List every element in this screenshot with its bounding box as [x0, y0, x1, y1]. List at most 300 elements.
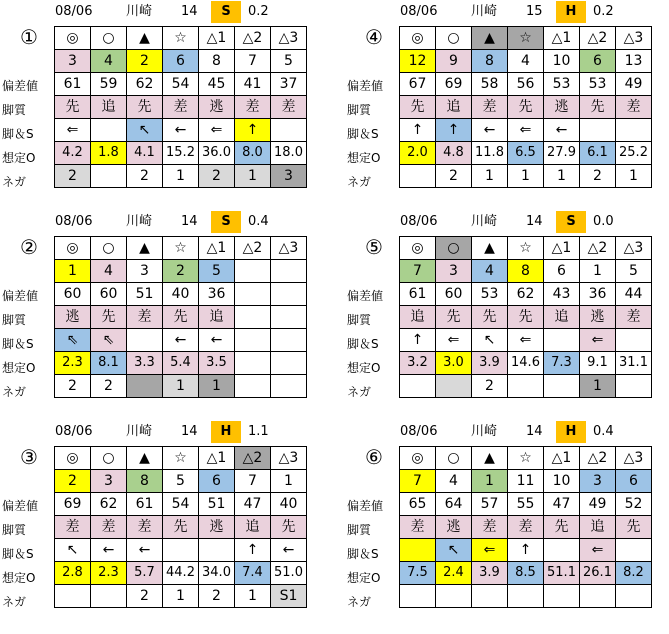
pace-arrow-cell: ⇐ — [55, 119, 91, 142]
race-venue: 川崎 — [126, 214, 153, 229]
negative-cell: 1 — [544, 165, 580, 188]
deviation-cell: 62 — [91, 493, 127, 516]
prediction-table — [399, 26, 652, 188]
table-row — [55, 352, 307, 375]
pace-arrow-cell — [271, 329, 307, 352]
expected-odds-cell: 51.0 — [271, 562, 307, 585]
deviation-cell: 51 — [127, 283, 163, 306]
deviation-cell: 49 — [616, 73, 652, 96]
negative-cell: 2 — [127, 585, 163, 608]
deviation-cell: 60 — [91, 283, 127, 306]
running-style-cell: 差 — [91, 516, 127, 539]
deviation-cell: 51 — [199, 493, 235, 516]
expected-odds-cell: 3.2 — [400, 352, 436, 375]
running-style-cell: 差 — [235, 96, 271, 119]
deviation-cell: 37 — [271, 73, 307, 96]
row-label: 脚質 — [2, 103, 27, 117]
mark-cell: ○ — [91, 447, 127, 470]
mark-cell: ▲ — [127, 27, 163, 50]
horse-number-cell: 6 — [616, 470, 652, 493]
table-row — [400, 50, 652, 73]
negative-cell — [400, 585, 436, 608]
prediction-table — [54, 446, 307, 608]
negative-cell — [271, 375, 307, 398]
race-block — [2, 0, 350, 200]
deviation-cell: 62 — [127, 73, 163, 96]
condition-value: 1.1 — [248, 424, 269, 439]
field-size: 14 — [181, 214, 198, 229]
deviation-cell: 36 — [580, 283, 616, 306]
deviation-cell: 62 — [508, 283, 544, 306]
table-row — [400, 585, 652, 608]
table-row — [55, 470, 307, 493]
pace-arrow-cell: ← — [271, 539, 307, 562]
horse-number-cell: 6 — [544, 260, 580, 283]
table-row — [400, 73, 652, 96]
race-block — [347, 420, 669, 620]
pace-arrow-cell — [580, 119, 616, 142]
row-label: 想定O — [347, 151, 381, 165]
row-label: 脚質 — [347, 313, 372, 327]
deviation-cell: 54 — [163, 493, 199, 516]
mark-cell: ☆ — [508, 27, 544, 50]
running-style-cell — [271, 306, 307, 329]
running-style-cell: 逃 — [544, 96, 580, 119]
mark-cell: △2 — [235, 447, 271, 470]
running-style-cell: 追 — [199, 306, 235, 329]
running-style-cell: 先 — [163, 306, 199, 329]
negative-cell: 2 — [127, 165, 163, 188]
row-label: 想定O — [2, 151, 36, 165]
expected-odds-cell: 3.3 — [127, 352, 163, 375]
mark-cell: ○ — [436, 27, 472, 50]
table-row — [400, 306, 652, 329]
negative-cell: 1 — [508, 165, 544, 188]
pace-arrow-cell — [271, 119, 307, 142]
expected-odds-cell — [271, 352, 307, 375]
deviation-cell: 53 — [472, 283, 508, 306]
negative-cell — [436, 585, 472, 608]
row-label: 脚質 — [2, 313, 27, 327]
row-label: ネガ — [2, 595, 27, 609]
table-row — [55, 493, 307, 516]
mark-cell: △2 — [235, 27, 271, 50]
negative-cell — [508, 375, 544, 398]
expected-odds-cell: 15.2 — [163, 142, 199, 165]
pace-arrow-cell: ← — [91, 539, 127, 562]
deviation-cell: 47 — [235, 493, 271, 516]
horse-number-cell: 3 — [580, 470, 616, 493]
row-label: 偏差値 — [347, 499, 384, 513]
mark-cell: ◎ — [400, 237, 436, 260]
field-size: 14 — [181, 4, 198, 19]
table-row — [55, 73, 307, 96]
field-size: 14 — [181, 424, 198, 439]
expected-odds-cell: 8.1 — [91, 352, 127, 375]
mark-cell: △2 — [580, 27, 616, 50]
negative-cell: S1 — [271, 585, 307, 608]
table-row — [400, 119, 652, 142]
horse-number-cell: 8 — [472, 50, 508, 73]
negative-cell — [580, 585, 616, 608]
running-style-cell: 先 — [436, 306, 472, 329]
expected-odds-cell: 4.2 — [55, 142, 91, 165]
pace-arrow-cell: ↑ — [400, 119, 436, 142]
running-style-cell: 逃 — [199, 96, 235, 119]
row-label: 脚質 — [2, 523, 27, 537]
running-style-cell: 差 — [163, 96, 199, 119]
table-row — [400, 375, 652, 398]
row-label: 脚＆S — [2, 337, 34, 351]
expected-odds-cell: 3.9 — [472, 352, 508, 375]
negative-cell: 2 — [55, 165, 91, 188]
expected-odds-cell: 11.8 — [472, 142, 508, 165]
deviation-cell: 40 — [271, 493, 307, 516]
mark-cell: △3 — [271, 447, 307, 470]
expected-odds-cell: 31.1 — [616, 352, 652, 375]
pace-arrow-cell — [91, 119, 127, 142]
negative-cell: 3 — [271, 165, 307, 188]
mark-cell: ◎ — [55, 447, 91, 470]
condition-value: 0.0 — [593, 214, 614, 229]
horse-number-cell: 7 — [235, 50, 271, 73]
horse-number-cell: 5 — [199, 260, 235, 283]
row-label: 脚＆S — [2, 547, 34, 561]
negative-cell — [544, 375, 580, 398]
track-condition-badge: H — [556, 421, 586, 443]
deviation-cell — [271, 283, 307, 306]
mark-cell: △2 — [580, 447, 616, 470]
mark-cell: ▲ — [472, 237, 508, 260]
expected-odds-cell: 2.4 — [436, 562, 472, 585]
negative-cell — [400, 375, 436, 398]
negative-cell: 1 — [235, 585, 271, 608]
expected-odds-cell: 3.5 — [199, 352, 235, 375]
prediction-table — [399, 236, 652, 398]
table-row — [400, 142, 652, 165]
deviation-cell: 40 — [163, 283, 199, 306]
table-row — [55, 165, 307, 188]
horse-number-cell: 3 — [91, 470, 127, 493]
running-style-cell: 差 — [55, 516, 91, 539]
running-style-cell: 追 — [544, 306, 580, 329]
pace-arrow-cell: ↑ — [436, 119, 472, 142]
expected-odds-cell: 3.0 — [436, 352, 472, 375]
row-label: 想定O — [2, 361, 36, 375]
row-label: 脚＆S — [347, 127, 379, 141]
pace-arrow-cell: ⇐ — [580, 539, 616, 562]
row-label: 偏差値 — [2, 289, 39, 303]
pace-arrow-cell: ← — [199, 329, 235, 352]
pace-arrow-cell: ← — [163, 119, 199, 142]
row-label: ネガ — [2, 175, 27, 189]
mark-cell: ◎ — [55, 27, 91, 50]
negative-cell — [91, 165, 127, 188]
field-size: 15 — [526, 4, 543, 19]
race-date: 08/06 — [400, 214, 438, 229]
running-style-cell: 差 — [472, 96, 508, 119]
deviation-cell: 69 — [436, 73, 472, 96]
running-style-cell: 先 — [127, 96, 163, 119]
pace-arrow-cell — [163, 539, 199, 562]
row-label: 偏差値 — [2, 499, 39, 513]
running-style-cell: 逃 — [580, 306, 616, 329]
race-block — [2, 420, 350, 620]
horse-number-cell: 7 — [235, 470, 271, 493]
deviation-cell: 58 — [472, 73, 508, 96]
row-label: 偏差値 — [347, 289, 384, 303]
horse-number-cell: 10 — [544, 50, 580, 73]
horse-number-cell: 1 — [271, 470, 307, 493]
negative-cell — [400, 165, 436, 188]
table-row — [55, 260, 307, 283]
table-row — [55, 562, 307, 585]
negative-cell — [508, 585, 544, 608]
race-venue: 川崎 — [126, 424, 153, 439]
pace-arrow-cell: ⇐ — [580, 329, 616, 352]
table-row — [400, 329, 652, 352]
expected-odds-cell: 2.0 — [400, 142, 436, 165]
horse-number-cell: 6 — [163, 50, 199, 73]
negative-cell: 2 — [91, 375, 127, 398]
running-style-cell: 追 — [400, 306, 436, 329]
mark-cell: ☆ — [163, 447, 199, 470]
expected-odds-cell: 34.0 — [199, 562, 235, 585]
running-style-cell: 先 — [400, 96, 436, 119]
row-label: 脚質 — [347, 103, 372, 117]
running-style-cell: 追 — [235, 516, 271, 539]
pace-arrow-cell: ↑ — [400, 329, 436, 352]
expected-odds-cell: 8.2 — [616, 562, 652, 585]
race-number: ④ — [365, 25, 383, 49]
race-number: ⑥ — [365, 445, 383, 469]
mark-cell: ☆ — [163, 27, 199, 50]
row-label: 偏差値 — [347, 79, 384, 93]
pace-arrow-cell: ↑ — [235, 539, 271, 562]
deviation-cell: 64 — [436, 493, 472, 516]
mark-cell: ◎ — [400, 447, 436, 470]
horse-number-cell: 10 — [544, 470, 580, 493]
expected-odds-cell: 7.3 — [544, 352, 580, 375]
mark-cell: △2 — [580, 237, 616, 260]
pace-arrow-cell: ⇖ — [55, 329, 91, 352]
horse-number-cell: 4 — [472, 260, 508, 283]
horse-number-cell: 4 — [436, 470, 472, 493]
deviation-cell: 65 — [400, 493, 436, 516]
running-style-cell: 逃 — [55, 306, 91, 329]
deviation-cell: 61 — [400, 283, 436, 306]
running-style-cell: 追 — [580, 516, 616, 539]
mark-cell: △1 — [199, 27, 235, 50]
horse-number-cell: 6 — [580, 50, 616, 73]
deviation-cell: 54 — [163, 73, 199, 96]
pace-arrow-cell — [199, 539, 235, 562]
expected-odds-cell: 6.5 — [508, 142, 544, 165]
horse-number-cell: 1 — [580, 260, 616, 283]
expected-odds-cell: 25.2 — [616, 142, 652, 165]
pace-arrow-cell: ↑ — [508, 539, 544, 562]
mark-cell: △2 — [235, 237, 271, 260]
mark-cell: △1 — [544, 447, 580, 470]
horse-number-cell: 13 — [616, 50, 652, 73]
mark-cell: △3 — [271, 237, 307, 260]
negative-cell: 1 — [235, 165, 271, 188]
running-style-cell: 差 — [400, 516, 436, 539]
race-block — [347, 0, 669, 200]
table-row — [55, 329, 307, 352]
expected-odds-cell: 8.5 — [508, 562, 544, 585]
deviation-cell: 61 — [127, 493, 163, 516]
deviation-cell: 60 — [436, 283, 472, 306]
horse-number-cell: 6 — [199, 470, 235, 493]
expected-odds-cell: 5.7 — [127, 562, 163, 585]
pace-arrow-cell: ↑ — [235, 119, 271, 142]
horse-number-cell — [235, 260, 271, 283]
expected-odds-cell: 44.2 — [163, 562, 199, 585]
deviation-cell: 36 — [199, 283, 235, 306]
running-style-cell: 差 — [508, 516, 544, 539]
deviation-cell: 56 — [508, 73, 544, 96]
mark-cell: ▲ — [472, 447, 508, 470]
prediction-table — [54, 26, 307, 188]
row-label: 想定O — [2, 571, 36, 585]
horse-number-cell: 2 — [127, 50, 163, 73]
negative-cell: 2 — [199, 585, 235, 608]
pace-arrow-cell: ⇐ — [199, 119, 235, 142]
running-style-cell: 先 — [91, 306, 127, 329]
running-style-cell: 先 — [55, 96, 91, 119]
negative-cell: 2 — [436, 165, 472, 188]
pace-arrow-cell: ↖ — [127, 119, 163, 142]
running-style-cell — [235, 306, 271, 329]
deviation-cell: 49 — [580, 493, 616, 516]
expected-odds-cell: 27.9 — [544, 142, 580, 165]
race-number: ⑤ — [365, 235, 383, 259]
table-row — [400, 260, 652, 283]
running-style-cell: 差 — [271, 96, 307, 119]
expected-odds-cell: 3.9 — [472, 562, 508, 585]
table-row — [55, 237, 307, 260]
mark-cell: △1 — [199, 447, 235, 470]
negative-cell: 1 — [163, 585, 199, 608]
expected-odds-cell: 36.0 — [199, 142, 235, 165]
race-venue: 川崎 — [471, 214, 498, 229]
deviation-cell: 59 — [91, 73, 127, 96]
race-number: ① — [20, 25, 38, 49]
deviation-cell: 43 — [544, 283, 580, 306]
mark-cell: ◎ — [400, 27, 436, 50]
track-condition-badge: H — [211, 421, 241, 443]
deviation-cell — [235, 283, 271, 306]
horse-number-cell: 4 — [91, 50, 127, 73]
pace-arrow-cell: ⇐ — [508, 119, 544, 142]
row-label: ネガ — [347, 175, 372, 189]
track-condition-badge: H — [556, 1, 586, 23]
track-condition-badge: S — [556, 211, 586, 233]
race-date: 08/06 — [55, 4, 93, 19]
expected-odds-cell: 1.8 — [91, 142, 127, 165]
negative-cell: 2 — [55, 375, 91, 398]
horse-number-cell: 11 — [508, 470, 544, 493]
pace-arrow-cell — [400, 539, 436, 562]
deviation-cell: 44 — [616, 283, 652, 306]
horse-number-cell: 8 — [127, 470, 163, 493]
pace-arrow-cell: ← — [163, 329, 199, 352]
running-style-cell: 先 — [580, 96, 616, 119]
expected-odds-cell: 4.1 — [127, 142, 163, 165]
running-style-cell: 差 — [127, 516, 163, 539]
field-size: 14 — [526, 424, 543, 439]
row-label: 脚＆S — [347, 547, 379, 561]
race-block — [2, 210, 350, 410]
horse-number-cell: 5 — [271, 50, 307, 73]
mark-cell: △3 — [271, 27, 307, 50]
row-label: ネガ — [347, 385, 372, 399]
negative-cell — [472, 585, 508, 608]
table-row — [400, 493, 652, 516]
horse-number-cell: 3 — [127, 260, 163, 283]
running-style-cell: 差 — [127, 306, 163, 329]
negative-cell: 1 — [199, 375, 235, 398]
mark-cell: ○ — [436, 237, 472, 260]
negative-cell: 1 — [163, 375, 199, 398]
row-label: 脚質 — [347, 523, 372, 537]
negative-cell: 1 — [580, 375, 616, 398]
running-style-cell: 追 — [436, 96, 472, 119]
deviation-cell: 57 — [472, 493, 508, 516]
expected-odds-cell: 9.1 — [580, 352, 616, 375]
negative-cell — [55, 585, 91, 608]
expected-odds-cell: 51.1 — [544, 562, 580, 585]
condition-value: 0.4 — [248, 214, 269, 229]
running-style-cell: 逃 — [199, 516, 235, 539]
pace-arrow-cell — [544, 539, 580, 562]
negative-cell: 2 — [472, 375, 508, 398]
mark-cell: ▲ — [127, 447, 163, 470]
horse-number-cell: 7 — [400, 470, 436, 493]
pace-arrow-cell: ⇐ — [436, 329, 472, 352]
table-row — [400, 516, 652, 539]
horse-number-cell: 12 — [400, 50, 436, 73]
condition-value: 0.2 — [593, 4, 614, 19]
deviation-cell: 69 — [55, 493, 91, 516]
table-row — [400, 165, 652, 188]
track-condition-badge: S — [211, 1, 241, 23]
deviation-cell: 53 — [580, 73, 616, 96]
running-style-cell: 先 — [472, 306, 508, 329]
table-row — [55, 447, 307, 470]
running-style-cell: 追 — [91, 96, 127, 119]
mark-cell: △3 — [616, 447, 652, 470]
negative-cell — [436, 375, 472, 398]
negative-cell: 1 — [472, 165, 508, 188]
running-style-cell: 先 — [508, 306, 544, 329]
expected-odds-cell: 2.8 — [55, 562, 91, 585]
horse-number-cell: 9 — [436, 50, 472, 73]
negative-cell — [544, 585, 580, 608]
race-venue: 川崎 — [126, 4, 153, 19]
prediction-table — [399, 446, 652, 608]
expected-odds-cell: 2.3 — [91, 562, 127, 585]
horse-number-cell: 5 — [616, 260, 652, 283]
table-row — [55, 96, 307, 119]
running-style-cell: 差 — [472, 516, 508, 539]
row-label: 脚＆S — [347, 337, 379, 351]
deviation-cell: 52 — [616, 493, 652, 516]
condition-value: 0.4 — [593, 424, 614, 439]
expected-odds-cell: 8.0 — [235, 142, 271, 165]
horse-number-cell: 2 — [163, 260, 199, 283]
